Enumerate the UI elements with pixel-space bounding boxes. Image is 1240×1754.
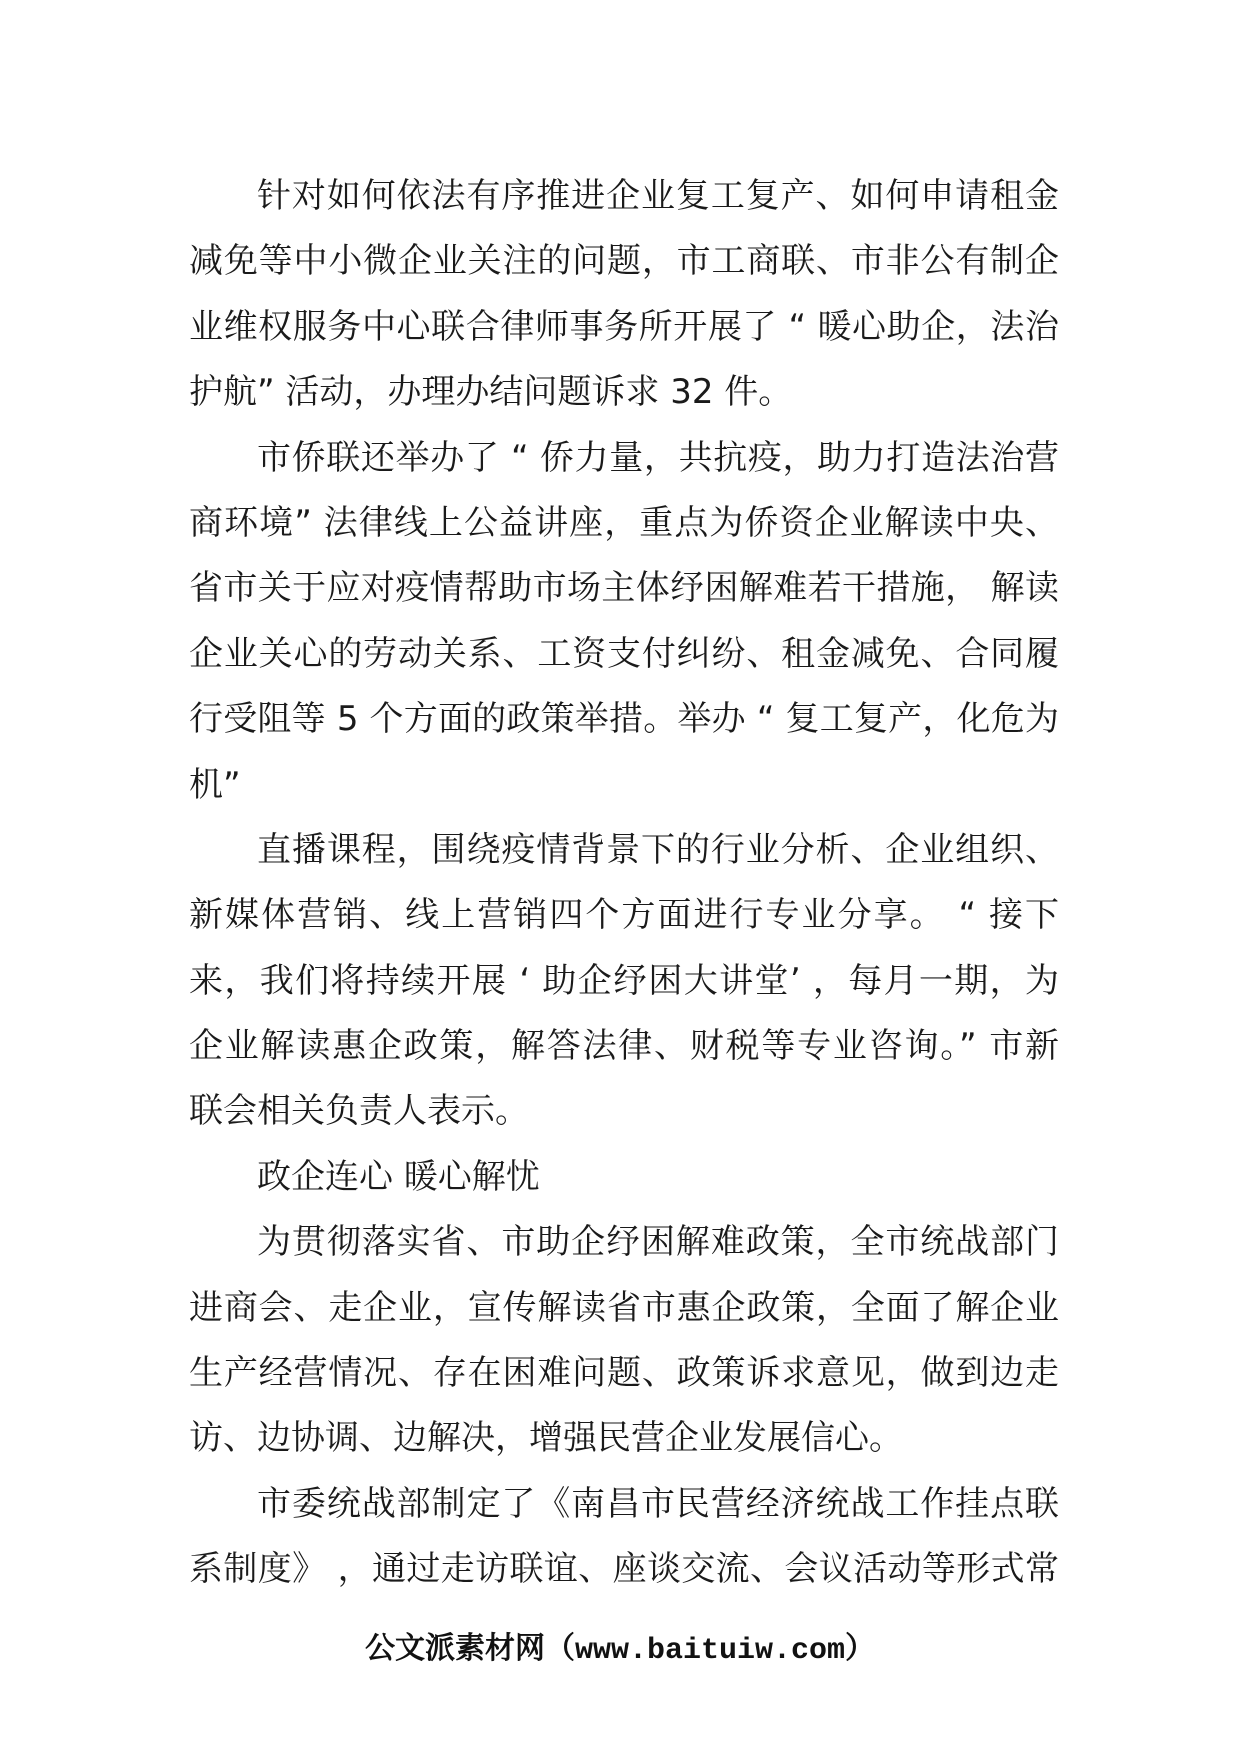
text-line: 商环境” 法律线上公益讲座，重点为侨资企业解读中央、 [189, 502, 1059, 543]
paragraph [189, 818, 1059, 1145]
text-line: 行受阻等 5 个方面的政策举措。举办 “ 复工复产，化危为 [189, 699, 1059, 740]
text-line: 护航” 活动，办理办结问题诉求 32 件。 [189, 372, 793, 413]
text-line: 企业关心的劳动关系、工资支付纠纷、租金减免、合同履 [189, 633, 1059, 674]
text-line: 省市关于应对疫情帮助市场主体纾困解难若干措施， 解读 [189, 568, 1059, 609]
paragraph [189, 426, 1059, 818]
text-line: 减免等中小微企业关注的问题，市工商联、市非公有制企 [189, 241, 1059, 282]
paragraph [189, 164, 1059, 426]
text-line: 市委统战部制定了《南昌市民营经济统战工作挂点联 [257, 1483, 1059, 1524]
text-line: 来，我们将持续开展 ‘ 助企纾困大讲堂’ ，每月一期，为 [189, 960, 1059, 1001]
footer-source: 公文派素材网（www.baituiw.com） [364, 1634, 876, 1668]
text-line: 生产经营情况、存在困难问题、政策诉求意见，做到边走 [189, 1353, 1059, 1394]
text-line: 机” [189, 764, 241, 805]
paragraph [189, 1472, 1059, 1603]
text-line: 市侨联还举办了 “ 侨力量，共抗疫，助力打造法治营 [257, 437, 1059, 478]
section-heading-text: 政企连心 暖心解忧 [257, 1156, 540, 1197]
paragraph [189, 1210, 1059, 1472]
text-line: 访、边协调、边解决，增强民营企业发展信心。 [189, 1418, 903, 1459]
text-line: 为贯彻落实省、市助企纾困解难政策，全市统战部门 [257, 1222, 1059, 1263]
text-line: 新媒体营销、线上营销四个方面进行专业分享。 “ 接下 [189, 895, 1059, 936]
text-line: 联会相关负责人表示。 [189, 1091, 529, 1132]
body-text [189, 164, 1059, 1603]
text-line: 企业解读惠企政策，解答法律、财税等专业咨询。” 市新 [189, 1026, 1059, 1067]
text-line: 直播课程，围绕疫情背景下的行业分析、企业组织、 [257, 829, 1059, 870]
text-line: 系制度》 ，通过走访联谊、座谈交流、会议活动等形式常 [189, 1549, 1059, 1590]
text-line: 针对如何依法有序推进企业复工复产、如何申请租金 [257, 176, 1059, 216]
section-heading [189, 1145, 1059, 1210]
text-line: 业维权服务中心联合律师事务所开展了 “ 暖心助企，法治 [189, 306, 1059, 347]
text-line: 进商会、走企业，宣传解读省市惠企政策，全面了解企业 [189, 1287, 1059, 1328]
